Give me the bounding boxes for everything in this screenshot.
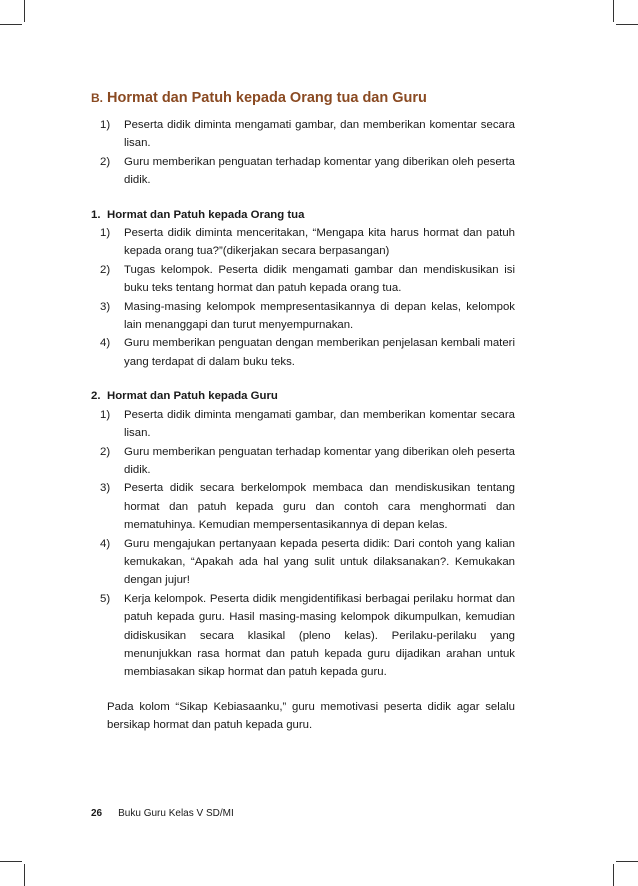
crop-mark	[0, 861, 22, 862]
crop-mark	[616, 24, 638, 25]
item-text: Guru memberikan penguatan terhadap komentar yang diberikan oleh peserta didik.	[124, 155, 515, 187]
item-number: 2)	[100, 155, 111, 168]
item-number: 5)	[100, 592, 111, 605]
page-footer	[91, 808, 234, 819]
list-item	[91, 298, 515, 335]
section-letter: B.	[91, 91, 103, 105]
closing-paragraph: Pada kolom “Sikap Kebiasaanku,” guru memotivasi peserta didik agar selalu bersikap hormat dan patuh kepada guru.	[107, 700, 515, 732]
heading-number: 2.	[91, 390, 101, 403]
item-text: Guru memberikan penguatan dengan memberikan penjelasan kembali materi yang terdapat di dalam buku teks.	[124, 337, 515, 368]
crop-mark	[616, 861, 638, 862]
subsection-heading	[91, 206, 515, 224]
page-content	[91, 88, 515, 735]
section-title-text: Hormat dan Patuh kepada Orang tua dan Guru	[107, 90, 427, 106]
crop-mark	[24, 0, 25, 22]
item-text: Peserta didik diminta menceritakan, “Mengapa kita harus hormat dan patuh kepada orang tua?”(dikerjakan secara berpasangan)	[124, 227, 515, 258]
list-item	[91, 116, 515, 153]
item-text: Peserta didik secara berkelompok membaca dan mendiskusikan tentang hormat dan patuh kepada guru dan contoh cara menghormati dan mematuhinya. Kemudian mempersentasikannya di depan kelas.	[124, 482, 515, 532]
item-number: 3)	[100, 482, 111, 495]
crop-mark	[0, 24, 22, 25]
item-text: Peserta didik diminta mengamati gambar, dan memberikan komentar secara lisan.	[124, 408, 515, 440]
item-number: 4)	[100, 537, 111, 550]
item-text: Tugas kelompok. Peserta didik mengamati gambar dan mendiskusikan isi buku teks tentang hormat dan patuh kepada orang tua.	[124, 263, 515, 295]
item-text: Kerja kelompok. Peserta didik mengidentifikasi berbagai perilaku hormat dan patuh kepada guru. Hasil masing-masing kelompok dikumpulkan, kemudian didiskusikan secara klasikal (pleno kelas). Perilaku-perilaku yang menunjukkan rasa hormat dan patuh kepada guru dijadikan arahan untuk membiasakan sikap hormat dan patuh kepada guru.	[124, 592, 515, 679]
list-item	[91, 535, 515, 590]
item-text: Guru mengajukan pertanyaan kepada peserta didik: Dari contoh yang kalian kemukakan, “Apakah ada hal yang sulit untuk dilaksanakan?. Kemukakan dengan jujur!	[124, 537, 515, 587]
item-number: 2)	[100, 445, 111, 458]
item-text: Masing-masing kelompok mempresentasikannya di depan kelas, kelompok lain menanggapi dan turut menyempurnakan.	[124, 300, 515, 332]
list-item	[91, 261, 515, 298]
list-item	[91, 153, 515, 190]
page-number: 26	[91, 808, 103, 819]
crop-mark	[613, 864, 614, 886]
item-number: 1)	[100, 227, 111, 240]
crop-mark	[24, 864, 25, 886]
item-text: Guru memberikan penguatan terhadap komentar yang diberikan oleh peserta didik.	[124, 445, 515, 476]
item-number: 2)	[100, 263, 111, 276]
list-item	[91, 590, 515, 682]
section-title	[91, 88, 515, 108]
list-item	[91, 479, 515, 534]
item-number: 1)	[100, 119, 111, 131]
heading-text: Hormat dan Patuh kepada Orang tua	[107, 208, 305, 221]
subsection-heading	[91, 387, 515, 405]
list-item	[91, 443, 515, 480]
heading-text: Hormat dan Patuh kepada Guru	[107, 390, 278, 403]
heading-number: 1.	[91, 208, 101, 221]
list-item	[91, 406, 515, 443]
item-text: Peserta didik diminta mengamati gambar, dan memberikan komentar secara lisan.	[124, 119, 515, 150]
item-number: 4)	[100, 337, 111, 350]
crop-mark	[613, 0, 614, 22]
list-item	[91, 334, 515, 371]
list-item	[91, 224, 515, 261]
item-number: 3)	[100, 300, 111, 313]
item-number: 1)	[100, 408, 111, 421]
book-title: Buku Guru Kelas V SD/MI	[118, 808, 234, 819]
